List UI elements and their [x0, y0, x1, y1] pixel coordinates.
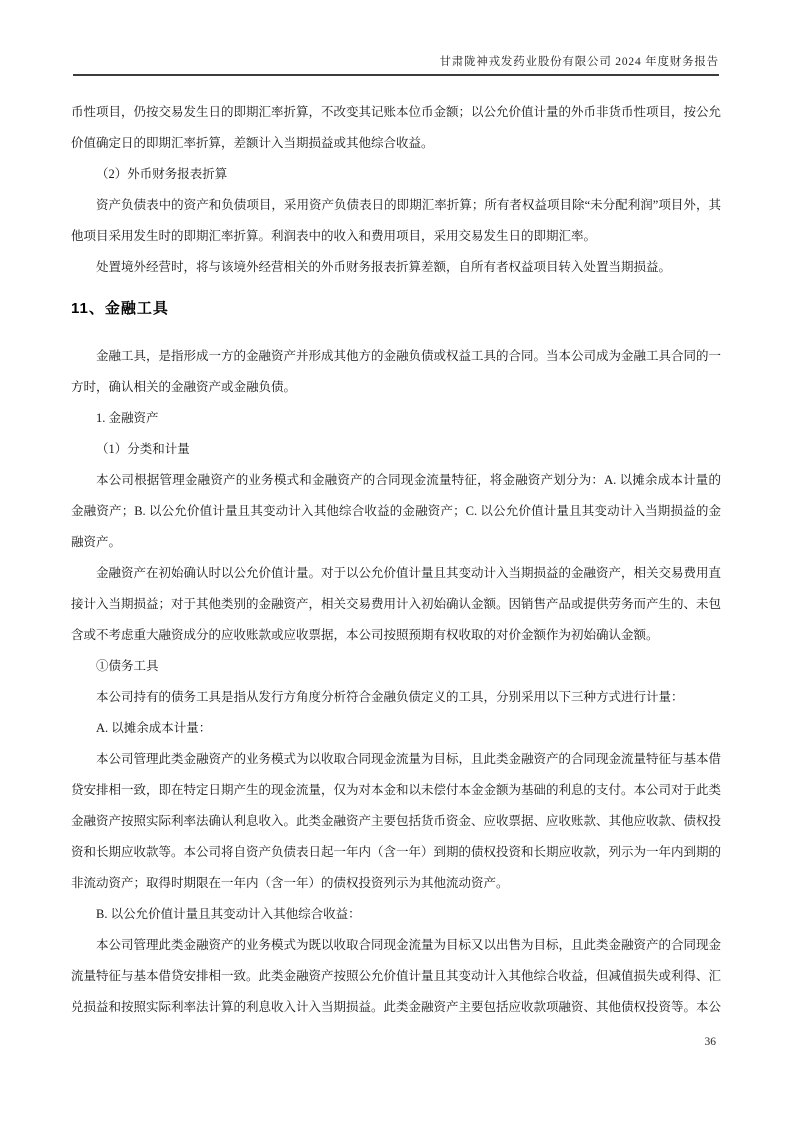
paragraph: 本公司持有的债务工具是指从发行方角度分析符合金融负债定义的工具，分别采用以下三种方式进行计量： [96, 690, 684, 704]
report-title: 甘肃陇神戎发药业股份有限公司 2024 年度财务报告 [439, 56, 719, 68]
paragraph: A. 以摊余成本计量： [96, 721, 212, 735]
paragraph: 本公司管理此类金融资产的业务模式为既以收取合同现金流量为目标又以出售为目标，且此类金融资产的合同现金流量特征与基本借贷安排相一致。此类金融资产按照公允价值计量且其变动计入其他综合收益，但减值损失或利得、汇兑损益和按照实际利率法计算的利息收入计入当期损益。此类金融资产主要包括应收款项融资、其他债权投资等。本公 [71, 938, 722, 1014]
page-header [73, 53, 719, 76]
page-footer [72, 1036, 716, 1048]
paragraph: 币性项目，仍按交易发生日的即期汇率折算，不改变其记账本位币金额；以公允价值计量的外币非货币性项目，按公允价值确定日的即期汇率折算，差额计入当期损益或其他综合收益。 [71, 105, 722, 150]
paragraph: 本公司管理此类金融资产的业务模式为以收取合同现金流量为目标，且此类金融资产的合同现金流量特征与基本借贷安排相一致，即在特定日期产生的现金流量，仅为对本金和以未偿付本金金额为基础的利息的支付。本公司对于此类金融资产按照实际利率法确认利息收入。此类金融资产主要包括货币资金、应收票据、应收账款、其他应收款、债权投资和长期应收款等。本公司将自资产负债表日起一年内（含一年）到期的债权投资和长期应收款，列示为一年内到期的非流动资产；取得时期限在一年内（含一年）的债权投资列示为其他流动资产。 [71, 752, 722, 890]
paragraph: 本公司根据管理金融资产的业务模式和金融资产的合同现金流量特征，将金融资产划分为：A. 以摊余成本计量的金融资产；B. 以公允价值计量且其变动计入其他综合收益的金融资产；C. 以公允价值计量且其变动计入当期损益的金融资产。 [71, 473, 721, 549]
paragraph: （2）外币财务报表折算 [96, 167, 228, 181]
paragraph: 金融工具，是指形成一方的金融资产并形成其他方的金融负债或权益工具的合同。当本公司成为金融工具合同的一方时，确认相关的金融资产或金融负债。 [71, 349, 722, 394]
paragraph: 1. 金融资产 [96, 411, 159, 425]
paragraph: 资产负债表中的资产和负债项目，采用资产负债表日的即期汇率折算；所有者权益项目除“未分配利润”项目外，其他项目采用发生时的即期汇率折算。利润表中的收入和费用项目，采用交易发生日的即期汇率。 [71, 198, 721, 243]
paragraph: ①债务工具 [96, 659, 159, 673]
paragraph: 处置境外经营时，将与该境外经营相关的外币财务报表折算差额，自所有者权益项目转入处置当期损益。 [96, 260, 672, 274]
paragraph: B. 以公允价值计量且其变动计入其他综合收益： [96, 907, 361, 921]
document-body [71, 97, 721, 1023]
section-heading: 11、金融工具 [71, 300, 169, 317]
paragraph: 金融资产在初始确认时以公允价值计量。对于以公允价值计量且其变动计入当期损益的金融资产，相关交易费用直接计入当期损益；对于其他类别的金融资产，相关交易费用计入初始确认金额。因销售产品或提供劳务而产生的、未包含或不考虑重大融资成分的应收账款或应收票据，本公司按照预期有权收取的对价金额作为初始确认金额。 [71, 566, 722, 642]
paragraph: （1）分类和计量 [96, 442, 190, 456]
page-number: 36 [704, 1036, 716, 1048]
